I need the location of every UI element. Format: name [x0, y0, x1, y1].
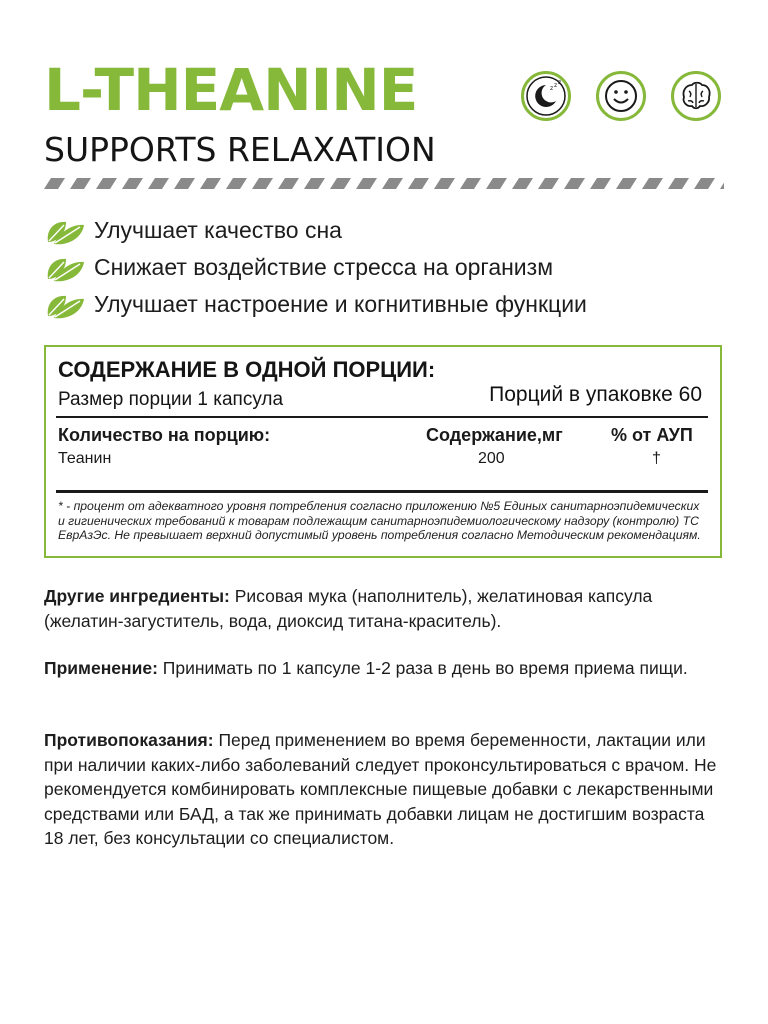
- column-amount-header: Количество на порцию:: [58, 425, 271, 445]
- contraindications: [44, 728, 728, 851]
- facts-heading: СОДЕРЖАНИЕ В ОДНОЙ ПОРЦИИ:: [58, 357, 436, 382]
- benefit-text: Улучшает настроение и когнитивные функции: [94, 291, 587, 317]
- column-content-header: Содержание,мг: [426, 425, 563, 445]
- svg-text:z: z: [558, 79, 562, 86]
- benefit-item: [44, 249, 734, 286]
- usage: [44, 656, 728, 681]
- smile-face-icon: [595, 70, 647, 122]
- contraindications-label: Противопоказания:: [44, 730, 214, 750]
- usage-label: Применение:: [44, 658, 158, 678]
- brain-icon: [670, 70, 722, 122]
- serving-size: Размер порции 1 капсула: [58, 389, 284, 410]
- facts-divider-thick: [56, 490, 708, 493]
- usage-text: Принимать по 1 капсуле 1-2 раза в день во время приема пищи.: [157, 658, 688, 678]
- leaf-icon: [44, 216, 86, 246]
- facts-divider: [56, 416, 708, 418]
- servings-per-pack: Порций в упаковке 60: [489, 383, 702, 406]
- leaf-icon: [44, 290, 86, 320]
- contraindications-text: Перед применением во время беременности, лактации или при наличии каких-либо заболеваний следует проконсультироваться с врачом. Не рекомендуется комбинировать комплексные пищевые добавки с лекарственными средствами или БАД, а так же принимать добавки лицам не достигшим возраста 18 лет, без консультации со специалистом.: [44, 730, 717, 848]
- other-ingredients-label: Другие ингредиенты:: [44, 586, 230, 606]
- benefits-list: [44, 212, 734, 323]
- supplement-facts-box: [44, 345, 722, 558]
- svg-text:z: z: [554, 82, 558, 89]
- leaf-icon: [44, 253, 86, 283]
- benefit-item: [44, 212, 734, 249]
- other-ingredients-text: Рисовая мука (наполнитель), желатиновая капсула (желатин-загуститель, вода, диоксид титана-краситель).: [44, 586, 653, 631]
- ingredient-value: 200: [478, 450, 505, 467]
- svg-text:z: z: [550, 85, 554, 92]
- ingredient-dv: †: [652, 450, 661, 467]
- benefit-text: Улучшает качество сна: [94, 217, 342, 243]
- other-ingredients: [44, 584, 728, 633]
- benefit-item: [44, 286, 734, 323]
- facts-footnote: * - процент от адекватного уровня потребления согласно приложению №5 Единых санитарноэпидемических и гигиенических требований к товарам подлежащим санитарноэпидемиологическому надзору (контролю) ТС ЕврАзЭс. Не превышает верхний допустимый уровень потребления согласно Методическим рекомендациям.: [58, 499, 701, 543]
- product-subtitle: SUPPORTS RELAXATION: [44, 130, 436, 169]
- product-title: L-THEANINE: [44, 56, 418, 124]
- benefit-text: Снижает воздействие стресса на организм: [94, 254, 554, 280]
- sleep-moon-icon: [520, 70, 572, 122]
- column-dv-header: % от АУП: [611, 425, 693, 445]
- header-stripe: [44, 178, 724, 189]
- ingredient-name: Теанин: [58, 450, 112, 467]
